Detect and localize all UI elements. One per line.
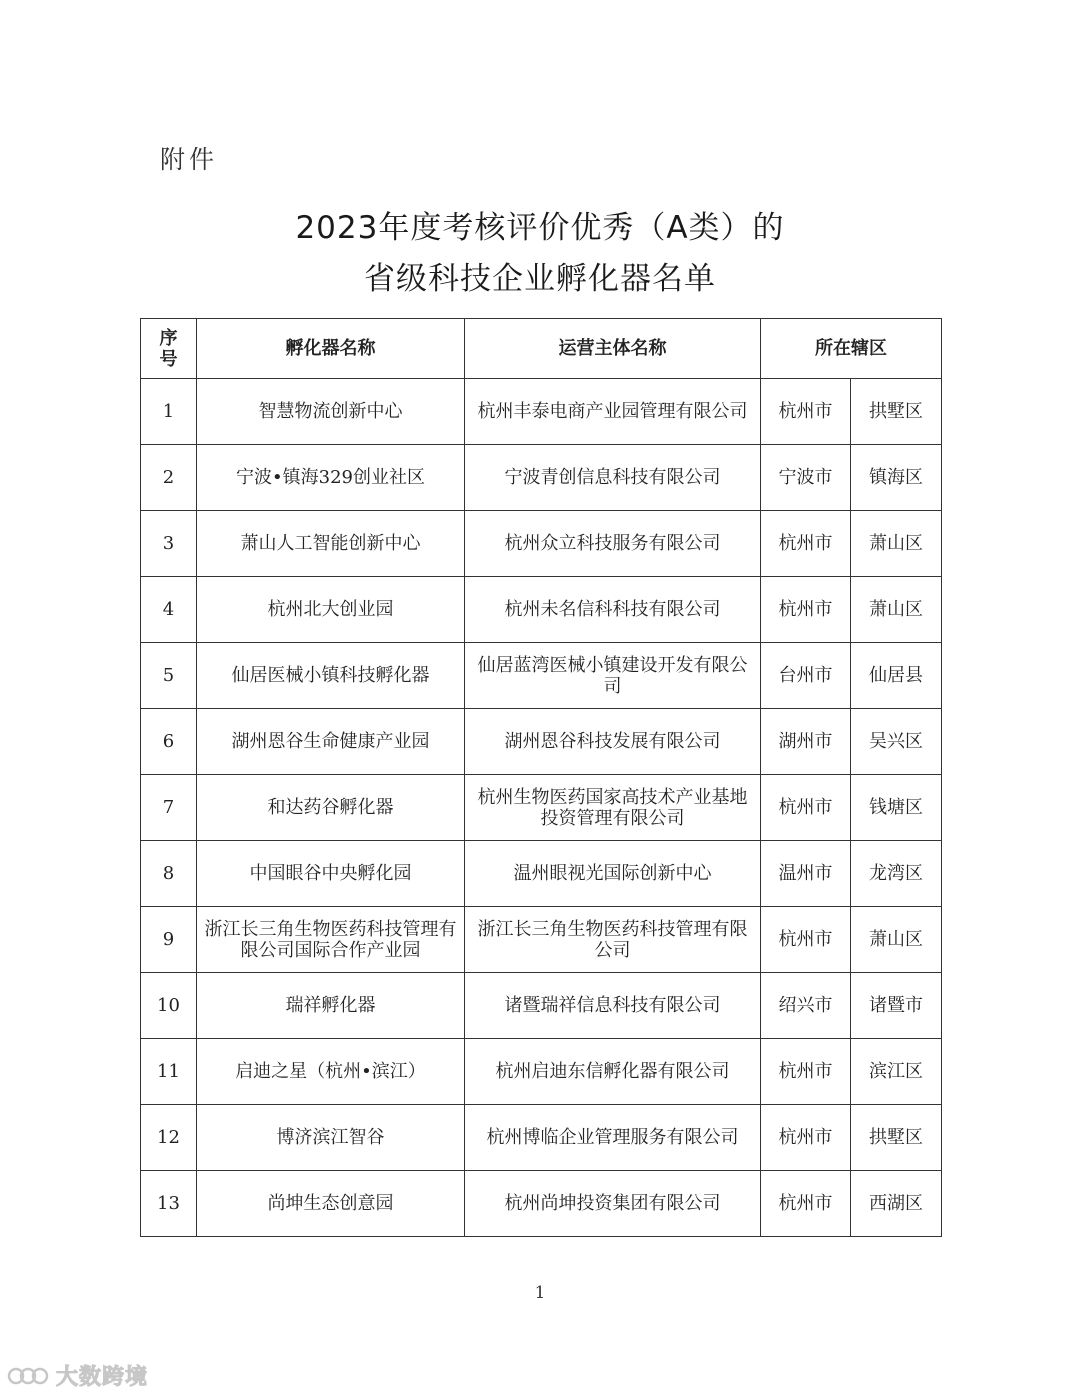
table-row bbox=[141, 379, 942, 445]
cell-seq: 5 bbox=[141, 643, 197, 709]
cell-district: 仙居县 bbox=[851, 643, 942, 709]
table-row bbox=[141, 643, 942, 709]
cell-operator-name: 杭州未名信科科技有限公司 bbox=[465, 577, 761, 643]
cell-district: 萧山区 bbox=[851, 577, 942, 643]
cell-incubator-name: 仙居医械小镇科技孵化器 bbox=[197, 643, 465, 709]
cell-city: 杭州市 bbox=[761, 1105, 851, 1171]
cell-seq: 1 bbox=[141, 379, 197, 445]
cell-city: 杭州市 bbox=[761, 775, 851, 841]
cell-city: 杭州市 bbox=[761, 907, 851, 973]
page-number: 1 bbox=[534, 1283, 546, 1303]
cell-seq: 10 bbox=[141, 973, 197, 1039]
cell-seq: 4 bbox=[141, 577, 197, 643]
cell-operator-name: 诸暨瑞祥信息科技有限公司 bbox=[465, 973, 761, 1039]
cell-operator-name: 仙居蓝湾医械小镇建设开发有限公司 bbox=[465, 643, 761, 709]
header-operator: 运营主体名称 bbox=[465, 319, 761, 379]
header-seq bbox=[141, 319, 197, 379]
cell-operator-name: 温州眼视光国际创新中心 bbox=[465, 841, 761, 907]
table-row bbox=[141, 709, 942, 775]
header-seq-char1: 序 bbox=[159, 327, 178, 349]
cell-operator-name: 杭州博临企业管理服务有限公司 bbox=[465, 1105, 761, 1171]
table-row bbox=[141, 511, 942, 577]
cell-city: 绍兴市 bbox=[761, 973, 851, 1039]
cell-incubator-name: 浙江长三角生物医药科技管理有限公司国际合作产业园 bbox=[197, 907, 465, 973]
cell-district: 西湖区 bbox=[851, 1171, 942, 1237]
cell-operator-name: 浙江长三角生物医药科技管理有限公司 bbox=[465, 907, 761, 973]
table-row bbox=[141, 445, 942, 511]
cell-seq: 12 bbox=[141, 1105, 197, 1171]
cell-city: 杭州市 bbox=[761, 577, 851, 643]
cell-operator-name: 杭州生物医药国家高技术产业基地投资管理有限公司 bbox=[465, 775, 761, 841]
watermark-text: 大数跨境 bbox=[56, 1365, 149, 1390]
table-row bbox=[141, 973, 942, 1039]
table-body bbox=[141, 379, 942, 1237]
cell-incubator-name: 智慧物流创新中心 bbox=[197, 379, 465, 445]
cell-city: 温州市 bbox=[761, 841, 851, 907]
cell-incubator-name: 宁波•镇海329创业社区 bbox=[197, 445, 465, 511]
cell-incubator-name: 湖州恩谷生命健康产业园 bbox=[197, 709, 465, 775]
table-row bbox=[141, 1105, 942, 1171]
cell-seq: 6 bbox=[141, 709, 197, 775]
cell-district: 吴兴区 bbox=[851, 709, 942, 775]
attachment-label: 附件 bbox=[160, 145, 219, 174]
cell-operator-name: 杭州启迪东信孵化器有限公司 bbox=[465, 1039, 761, 1105]
table-row bbox=[141, 1171, 942, 1237]
cell-district: 诸暨市 bbox=[851, 973, 942, 1039]
cell-incubator-name: 尚坤生态创意园 bbox=[197, 1171, 465, 1237]
cell-seq: 8 bbox=[141, 841, 197, 907]
cell-district: 滨江区 bbox=[851, 1039, 942, 1105]
cell-district: 龙湾区 bbox=[851, 841, 942, 907]
cell-incubator-name: 启迪之星（杭州•滨江） bbox=[197, 1039, 465, 1105]
header-location: 所在辖区 bbox=[761, 319, 942, 379]
cell-city: 杭州市 bbox=[761, 1171, 851, 1237]
cell-district: 萧山区 bbox=[851, 907, 942, 973]
table-header-row bbox=[141, 319, 942, 379]
cell-incubator-name: 博济滨江智谷 bbox=[197, 1105, 465, 1171]
table-row bbox=[141, 1039, 942, 1105]
cell-incubator-name: 和达药谷孵化器 bbox=[197, 775, 465, 841]
table-row bbox=[141, 775, 942, 841]
cell-seq: 9 bbox=[141, 907, 197, 973]
cell-incubator-name: 中国眼谷中央孵化园 bbox=[197, 841, 465, 907]
cell-operator-name: 杭州众立科技服务有限公司 bbox=[465, 511, 761, 577]
cell-city: 杭州市 bbox=[761, 379, 851, 445]
stylized-logo-icon bbox=[6, 1363, 50, 1389]
document-title-line2: 省级科技企业孵化器名单 bbox=[364, 261, 716, 297]
table-row bbox=[141, 577, 942, 643]
cell-incubator-name: 瑞祥孵化器 bbox=[197, 973, 465, 1039]
cell-operator-name: 杭州尚坤投资集团有限公司 bbox=[465, 1171, 761, 1237]
incubator-table bbox=[140, 318, 942, 1237]
cell-district: 钱塘区 bbox=[851, 775, 942, 841]
cell-city: 宁波市 bbox=[761, 445, 851, 511]
cell-incubator-name: 萧山人工智能创新中心 bbox=[197, 511, 465, 577]
cell-city: 杭州市 bbox=[761, 511, 851, 577]
cell-operator-name: 宁波青创信息科技有限公司 bbox=[465, 445, 761, 511]
cell-city: 台州市 bbox=[761, 643, 851, 709]
cell-district: 拱墅区 bbox=[851, 1105, 942, 1171]
document-title-line1: 2023年度考核评价优秀（A类）的 bbox=[295, 210, 785, 246]
cell-city: 湖州市 bbox=[761, 709, 851, 775]
cell-seq: 7 bbox=[141, 775, 197, 841]
cell-city: 杭州市 bbox=[761, 1039, 851, 1105]
header-name: 孵化器名称 bbox=[197, 319, 465, 379]
cell-district: 拱墅区 bbox=[851, 379, 942, 445]
table-row bbox=[141, 907, 942, 973]
cell-operator-name: 湖州恩谷科技发展有限公司 bbox=[465, 709, 761, 775]
watermark bbox=[6, 1360, 148, 1391]
cell-seq: 11 bbox=[141, 1039, 197, 1105]
table-row bbox=[141, 841, 942, 907]
cell-district: 萧山区 bbox=[851, 511, 942, 577]
cell-district: 镇海区 bbox=[851, 445, 942, 511]
cell-operator-name: 杭州丰泰电商产业园管理有限公司 bbox=[465, 379, 761, 445]
cell-seq: 2 bbox=[141, 445, 197, 511]
cell-incubator-name: 杭州北大创业园 bbox=[197, 577, 465, 643]
cell-seq: 3 bbox=[141, 511, 197, 577]
cell-seq: 13 bbox=[141, 1171, 197, 1237]
header-seq-char2: 号 bbox=[159, 348, 178, 370]
